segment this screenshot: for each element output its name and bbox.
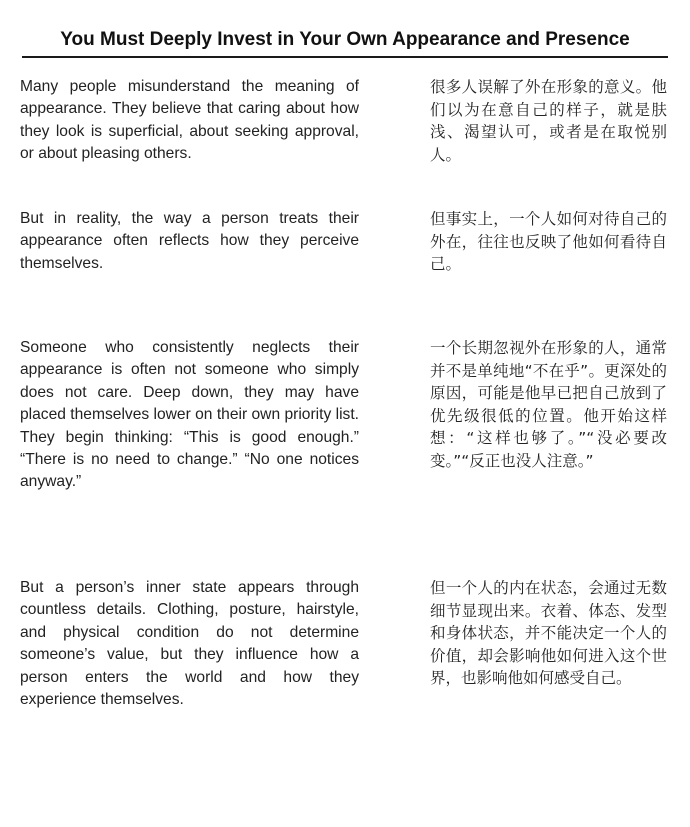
chinese-paragraph-1: 很多人误解了外在形象的意义。他们以为在意自己的样子，就是肤浅、渴望认可，或者是在取悦别人。 <box>430 78 667 164</box>
english-paragraph-2: But in reality, the way a person treats their appearance often reflects how they perceive themselves. <box>20 210 359 272</box>
title-underline <box>22 56 668 58</box>
page-title: You Must Deeply Invest in Your Own Appearance and Presence <box>60 29 630 50</box>
english-paragraph-3: Someone who consistently neglects their appearance is often not someone who simply does not care. Deep down, they may have placed themselves lower on their own priority list. They begin thinking: “This is good enough.” “There is no need to change.” “No one notices anyway.” <box>20 339 359 491</box>
chinese-paragraph-3: 一个长期忽视外在形象的人，通常并不是单纯地“不在乎”。更深处的原因，可能是他早已把自己放到了优先级很低的位置。他开始这样想：“这样也够了。”“没必要改变。”“反正也没人注意。” <box>430 339 667 470</box>
chinese-paragraph-4: 但一个人的内在状态，会通过无数细节显现出来。衣着、体态、发型和身体状态，并不能决定一个人的价值，却会影响他如何进入这个世界，也影响他如何感受自己。 <box>430 579 667 688</box>
english-paragraph-1: Many people misunderstand the meaning of appearance. They believe that caring about how they look is superficial, about seeking approval, or about pleasing others. <box>20 78 359 163</box>
english-paragraph-4: But a person’s inner state appears through countless details. Clothing, posture, hairstyle, and physical condition do not determine someone’s value, but they influence how a person enters the world and how they experience themselves. <box>20 579 359 709</box>
chinese-paragraph-2: 但事实上，一个人如何对待自己的外在，往往也反映了他如何看待自己。 <box>430 210 667 274</box>
